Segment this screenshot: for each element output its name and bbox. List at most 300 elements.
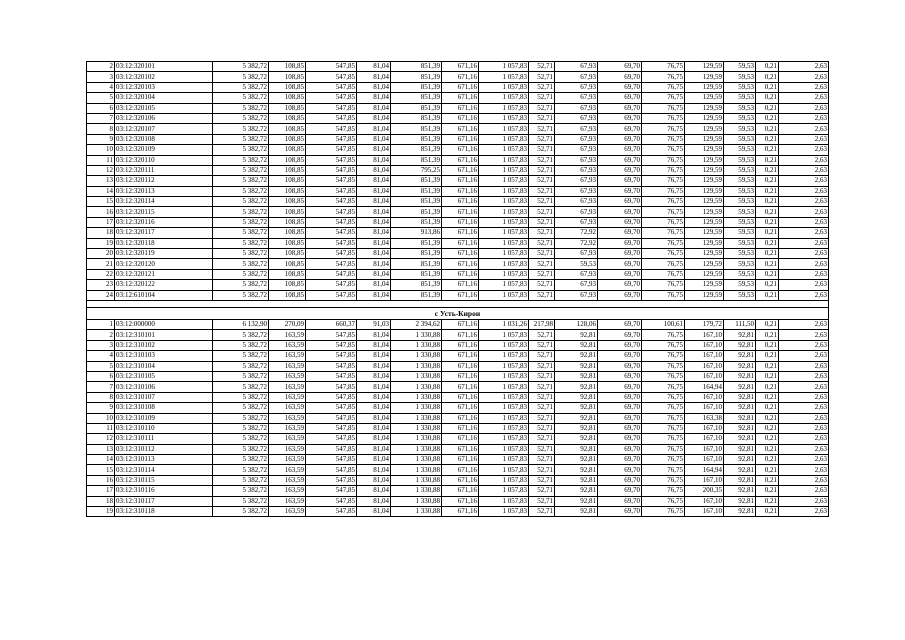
- value-cell: 1 057,83: [479, 290, 529, 300]
- value-cell: 1 330,88: [391, 455, 442, 465]
- value-cell: 67,93: [555, 269, 598, 279]
- table-row: [87, 197, 829, 207]
- value-cell: 0,21: [756, 207, 779, 217]
- value-cell: 69,70: [598, 290, 642, 300]
- value-cell: 59,53: [724, 290, 756, 300]
- row-number-cell: 16: [87, 475, 115, 485]
- value-cell: 81,04: [357, 62, 391, 72]
- value-cell: 5 382,72: [213, 113, 269, 123]
- value-cell: 547,85: [306, 455, 357, 465]
- value-cell: 92,81: [724, 392, 756, 402]
- value-cell: 5 382,72: [213, 280, 269, 290]
- value-cell: 69,70: [598, 319, 642, 329]
- cadastral-code-cell: 03:12:310101: [115, 330, 213, 340]
- row-number-cell: 20: [87, 249, 115, 259]
- value-cell: 851,39: [391, 186, 442, 196]
- value-cell: 76,75: [642, 217, 685, 227]
- row-number-cell: 12: [87, 165, 115, 175]
- value-cell: 59,53: [724, 238, 756, 248]
- row-number-cell: 19: [87, 507, 115, 517]
- value-cell: 129,59: [685, 134, 724, 144]
- value-cell: 52,71: [529, 280, 555, 290]
- value-cell: 2,63: [779, 62, 829, 72]
- value-cell: 69,70: [598, 207, 642, 217]
- value-cell: 81,04: [357, 249, 391, 259]
- value-cell: 67,93: [555, 103, 598, 113]
- value-cell: 671,16: [442, 434, 479, 444]
- value-cell: 164,94: [685, 465, 724, 475]
- value-cell: 76,75: [642, 496, 685, 506]
- value-cell: 167,10: [685, 444, 724, 454]
- value-cell: 1 057,83: [479, 82, 529, 92]
- value-cell: 69,70: [598, 72, 642, 82]
- value-cell: 0,21: [756, 280, 779, 290]
- value-cell: 5 382,72: [213, 486, 269, 496]
- value-cell: 671,16: [442, 280, 479, 290]
- value-cell: 671,16: [442, 124, 479, 134]
- row-number-cell: 11: [87, 423, 115, 433]
- value-cell: 2,63: [779, 228, 829, 238]
- value-cell: 2,63: [779, 351, 829, 361]
- value-cell: 1 057,83: [479, 340, 529, 350]
- value-cell: 1 057,83: [479, 186, 529, 196]
- row-number-cell: 7: [87, 382, 115, 392]
- value-cell: 1 057,83: [479, 197, 529, 207]
- value-cell: 76,75: [642, 249, 685, 259]
- section-title: с Усть-Кирон: [87, 307, 829, 319]
- value-cell: 81,04: [357, 72, 391, 82]
- value-cell: 1 330,88: [391, 465, 442, 475]
- cadastral-code-cell: 03:12:320112: [115, 176, 213, 186]
- value-cell: 547,85: [306, 103, 357, 113]
- value-cell: 59,53: [724, 82, 756, 92]
- row-number-cell: 1: [87, 319, 115, 329]
- value-cell: 163,59: [269, 351, 306, 361]
- section-header-row: [87, 307, 829, 319]
- value-cell: 1 330,88: [391, 423, 442, 433]
- value-cell: 52,71: [529, 340, 555, 350]
- value-cell: 851,39: [391, 93, 442, 103]
- value-cell: 1 330,88: [391, 496, 442, 506]
- value-cell: 76,75: [642, 103, 685, 113]
- table-row: [87, 290, 829, 300]
- value-cell: 671,16: [442, 113, 479, 123]
- value-cell: 547,85: [306, 486, 357, 496]
- value-cell: 76,75: [642, 361, 685, 371]
- table-row: [87, 176, 829, 186]
- value-cell: 69,70: [598, 340, 642, 350]
- value-cell: 129,59: [685, 124, 724, 134]
- value-cell: 2,63: [779, 340, 829, 350]
- row-number-cell: 10: [87, 145, 115, 155]
- row-number-cell: 15: [87, 465, 115, 475]
- value-cell: 547,85: [306, 207, 357, 217]
- value-cell: 2,63: [779, 72, 829, 82]
- value-cell: 92,81: [555, 465, 598, 475]
- value-cell: 76,75: [642, 238, 685, 248]
- value-cell: 92,81: [555, 392, 598, 402]
- cadastral-code-cell: 03:12:310117: [115, 496, 213, 506]
- value-cell: 547,85: [306, 238, 357, 248]
- value-cell: 851,39: [391, 238, 442, 248]
- value-cell: 108,85: [269, 249, 306, 259]
- value-cell: 76,75: [642, 228, 685, 238]
- row-number-cell: 4: [87, 82, 115, 92]
- value-cell: 851,39: [391, 217, 442, 227]
- value-cell: 108,85: [269, 269, 306, 279]
- value-cell: 69,70: [598, 280, 642, 290]
- value-cell: 547,85: [306, 434, 357, 444]
- value-cell: 67,93: [555, 186, 598, 196]
- value-cell: 671,16: [442, 238, 479, 248]
- value-cell: 0,21: [756, 444, 779, 454]
- value-cell: 547,85: [306, 62, 357, 72]
- value-cell: 92,81: [724, 434, 756, 444]
- cadastral-code-cell: 03:12:310111: [115, 434, 213, 444]
- value-cell: 69,70: [598, 228, 642, 238]
- table-row: [87, 207, 829, 217]
- value-cell: 1 057,83: [479, 228, 529, 238]
- value-cell: 1 057,83: [479, 145, 529, 155]
- value-cell: 67,93: [555, 217, 598, 227]
- value-cell: 1 057,83: [479, 134, 529, 144]
- value-cell: 67,93: [555, 72, 598, 82]
- value-cell: 81,04: [357, 207, 391, 217]
- value-cell: 0,21: [756, 176, 779, 186]
- value-cell: 2,63: [779, 238, 829, 248]
- value-cell: 92,81: [555, 382, 598, 392]
- value-cell: 59,53: [724, 228, 756, 238]
- value-cell: 59,53: [724, 176, 756, 186]
- value-cell: 163,59: [269, 455, 306, 465]
- value-cell: 76,75: [642, 475, 685, 485]
- value-cell: 92,81: [724, 455, 756, 465]
- value-cell: 52,71: [529, 403, 555, 413]
- value-cell: 69,70: [598, 465, 642, 475]
- value-cell: 76,75: [642, 93, 685, 103]
- value-cell: 129,59: [685, 249, 724, 259]
- value-cell: 76,75: [642, 382, 685, 392]
- value-cell: 81,04: [357, 124, 391, 134]
- value-cell: 167,10: [685, 455, 724, 465]
- value-cell: 1 057,83: [479, 434, 529, 444]
- value-cell: 92,81: [555, 486, 598, 496]
- cadastral-code-cell: 03:12:310105: [115, 371, 213, 381]
- cadastral-code-cell: 03:12:320122: [115, 280, 213, 290]
- value-cell: 2,63: [779, 496, 829, 506]
- value-cell: 52,71: [529, 259, 555, 269]
- value-cell: 1 057,83: [479, 259, 529, 269]
- value-cell: 69,70: [598, 165, 642, 175]
- value-cell: 81,04: [357, 496, 391, 506]
- cadastral-code-cell: 03:12:310106: [115, 382, 213, 392]
- value-cell: 5 382,72: [213, 496, 269, 506]
- value-cell: 129,59: [685, 269, 724, 279]
- value-cell: 164,94: [685, 382, 724, 392]
- value-cell: 76,75: [642, 165, 685, 175]
- value-cell: 0,21: [756, 124, 779, 134]
- value-cell: 0,21: [756, 165, 779, 175]
- value-cell: 76,75: [642, 269, 685, 279]
- value-cell: 0,21: [756, 340, 779, 350]
- value-cell: 52,71: [529, 351, 555, 361]
- value-cell: 52,71: [529, 413, 555, 423]
- value-cell: 163,59: [269, 486, 306, 496]
- value-cell: 2,63: [779, 319, 829, 329]
- cadastral-code-cell: 03:12:310112: [115, 444, 213, 454]
- value-cell: 671,16: [442, 444, 479, 454]
- value-cell: 59,53: [724, 103, 756, 113]
- value-cell: 52,71: [529, 444, 555, 454]
- value-cell: 671,16: [442, 82, 479, 92]
- value-cell: 2,63: [779, 124, 829, 134]
- value-cell: 59,53: [724, 280, 756, 290]
- value-cell: 81,04: [357, 113, 391, 123]
- value-cell: 167,10: [685, 330, 724, 340]
- value-cell: 69,70: [598, 423, 642, 433]
- value-cell: 851,39: [391, 145, 442, 155]
- value-cell: 547,85: [306, 186, 357, 196]
- value-cell: 59,53: [724, 197, 756, 207]
- row-number-cell: 22: [87, 269, 115, 279]
- value-cell: 111,50: [724, 319, 756, 329]
- value-cell: 81,04: [357, 103, 391, 113]
- value-cell: 2,63: [779, 403, 829, 413]
- value-cell: 52,71: [529, 371, 555, 381]
- value-cell: 671,16: [442, 290, 479, 300]
- cadastral-code-cell: 03:12:000000: [115, 319, 213, 329]
- value-cell: 5 382,72: [213, 361, 269, 371]
- value-cell: 1 057,83: [479, 475, 529, 485]
- value-cell: 81,04: [357, 507, 391, 517]
- value-cell: 92,81: [555, 455, 598, 465]
- value-cell: 52,71: [529, 330, 555, 340]
- value-cell: 52,71: [529, 165, 555, 175]
- cadastral-code-cell: 03:12:310107: [115, 392, 213, 402]
- value-cell: 1 057,83: [479, 371, 529, 381]
- value-cell: 69,70: [598, 361, 642, 371]
- value-cell: 0,21: [756, 228, 779, 238]
- value-cell: 167,10: [685, 434, 724, 444]
- value-cell: 129,59: [685, 82, 724, 92]
- value-cell: 81,04: [357, 145, 391, 155]
- value-cell: 92,81: [724, 475, 756, 485]
- value-cell: 92,81: [724, 361, 756, 371]
- value-cell: 671,16: [442, 486, 479, 496]
- value-cell: 671,16: [442, 62, 479, 72]
- value-cell: 2,63: [779, 259, 829, 269]
- value-cell: 69,70: [598, 382, 642, 392]
- value-cell: 0,21: [756, 113, 779, 123]
- value-cell: 2,63: [779, 423, 829, 433]
- cadastral-code-cell: 03:12:310115: [115, 475, 213, 485]
- value-cell: 2,63: [779, 176, 829, 186]
- value-cell: 0,21: [756, 249, 779, 259]
- value-cell: 547,85: [306, 340, 357, 350]
- value-cell: 5 382,72: [213, 165, 269, 175]
- cadastral-code-cell: 03:12:320107: [115, 124, 213, 134]
- value-cell: 2,63: [779, 382, 829, 392]
- table-row: [87, 155, 829, 165]
- value-cell: 52,71: [529, 134, 555, 144]
- value-cell: 76,75: [642, 145, 685, 155]
- value-cell: 671,16: [442, 269, 479, 279]
- value-cell: 0,21: [756, 371, 779, 381]
- value-cell: 129,59: [685, 62, 724, 72]
- value-cell: 76,75: [642, 176, 685, 186]
- value-cell: 81,04: [357, 217, 391, 227]
- row-number-cell: 18: [87, 496, 115, 506]
- value-cell: 0,21: [756, 134, 779, 144]
- value-cell: 167,10: [685, 371, 724, 381]
- value-cell: 59,53: [724, 259, 756, 269]
- cadastral-code-cell: 03:12:320114: [115, 197, 213, 207]
- value-cell: 5 382,72: [213, 82, 269, 92]
- value-cell: 128,06: [555, 319, 598, 329]
- value-cell: 5 382,72: [213, 259, 269, 269]
- value-cell: 81,04: [357, 486, 391, 496]
- value-cell: 59,53: [724, 134, 756, 144]
- table-row: [87, 228, 829, 238]
- table-row: [87, 145, 829, 155]
- value-cell: 92,81: [555, 330, 598, 340]
- value-cell: 76,75: [642, 280, 685, 290]
- value-cell: 1 057,83: [479, 361, 529, 371]
- value-cell: 5 382,72: [213, 228, 269, 238]
- value-cell: 52,71: [529, 269, 555, 279]
- value-cell: 69,70: [598, 371, 642, 381]
- cadastral-code-cell: 03:12:320104: [115, 93, 213, 103]
- table-row: [87, 62, 829, 72]
- value-cell: 1 330,88: [391, 392, 442, 402]
- value-cell: 1 057,83: [479, 444, 529, 454]
- value-cell: 671,16: [442, 330, 479, 340]
- row-number-cell: 13: [87, 444, 115, 454]
- table-row: [87, 351, 829, 361]
- value-cell: 547,85: [306, 155, 357, 165]
- value-cell: 851,39: [391, 134, 442, 144]
- value-cell: 52,71: [529, 93, 555, 103]
- value-cell: 163,59: [269, 475, 306, 485]
- value-cell: 92,81: [724, 423, 756, 433]
- value-cell: 59,53: [724, 217, 756, 227]
- value-cell: 52,71: [529, 465, 555, 475]
- value-cell: 81,04: [357, 465, 391, 475]
- value-cell: 1 057,83: [479, 392, 529, 402]
- value-cell: 163,59: [269, 330, 306, 340]
- value-cell: 200,35: [685, 486, 724, 496]
- value-cell: 671,16: [442, 207, 479, 217]
- value-cell: 5 382,72: [213, 290, 269, 300]
- value-cell: 52,71: [529, 62, 555, 72]
- value-cell: 67,93: [555, 82, 598, 92]
- value-cell: 129,59: [685, 217, 724, 227]
- value-cell: 81,04: [357, 197, 391, 207]
- value-cell: 129,59: [685, 145, 724, 155]
- value-cell: 5 382,72: [213, 269, 269, 279]
- value-cell: 547,85: [306, 176, 357, 186]
- value-cell: 81,04: [357, 340, 391, 350]
- value-cell: 0,21: [756, 486, 779, 496]
- value-cell: 69,70: [598, 486, 642, 496]
- value-cell: 163,59: [269, 392, 306, 402]
- cadastral-code-cell: 03:12:320103: [115, 82, 213, 92]
- value-cell: 81,04: [357, 134, 391, 144]
- value-cell: 547,85: [306, 259, 357, 269]
- value-cell: 547,85: [306, 165, 357, 175]
- value-cell: 5 382,72: [213, 217, 269, 227]
- value-cell: 52,71: [529, 249, 555, 259]
- cadastral-code-cell: 03:12:310116: [115, 486, 213, 496]
- value-cell: 92,81: [724, 507, 756, 517]
- value-cell: 851,39: [391, 259, 442, 269]
- value-cell: 851,39: [391, 124, 442, 134]
- value-cell: 5 382,72: [213, 145, 269, 155]
- value-cell: 5 382,72: [213, 392, 269, 402]
- value-cell: 67,93: [555, 155, 598, 165]
- value-cell: 163,59: [269, 382, 306, 392]
- value-cell: 67,93: [555, 249, 598, 259]
- row-number-cell: 5: [87, 93, 115, 103]
- value-cell: 76,75: [642, 330, 685, 340]
- value-cell: 1 057,83: [479, 486, 529, 496]
- value-cell: 0,21: [756, 382, 779, 392]
- row-number-cell: 17: [87, 486, 115, 496]
- table-row: [87, 475, 829, 485]
- value-cell: 76,75: [642, 259, 685, 269]
- value-cell: 1 057,83: [479, 496, 529, 506]
- value-cell: 69,70: [598, 134, 642, 144]
- value-cell: 547,85: [306, 145, 357, 155]
- value-cell: 52,71: [529, 228, 555, 238]
- value-cell: 129,59: [685, 93, 724, 103]
- table-row: [87, 507, 829, 517]
- cadastral-code-cell: 03:12:320118: [115, 238, 213, 248]
- value-cell: 59,53: [724, 72, 756, 82]
- value-cell: 69,70: [598, 269, 642, 279]
- value-cell: 76,75: [642, 423, 685, 433]
- value-cell: 2,63: [779, 197, 829, 207]
- value-cell: 108,85: [269, 72, 306, 82]
- value-cell: 129,59: [685, 280, 724, 290]
- value-cell: 2,63: [779, 413, 829, 423]
- value-cell: 81,04: [357, 382, 391, 392]
- value-cell: 913,86: [391, 228, 442, 238]
- cadastral-code-cell: 03:12:320102: [115, 72, 213, 82]
- value-cell: 67,93: [555, 145, 598, 155]
- value-cell: 81,04: [357, 330, 391, 340]
- table-row: [87, 82, 829, 92]
- value-cell: 0,21: [756, 392, 779, 402]
- row-number-cell: 3: [87, 72, 115, 82]
- value-cell: 52,71: [529, 82, 555, 92]
- value-cell: 671,16: [442, 155, 479, 165]
- value-cell: 1 057,83: [479, 269, 529, 279]
- value-cell: 67,93: [555, 93, 598, 103]
- value-cell: 81,04: [357, 186, 391, 196]
- value-cell: 5 382,72: [213, 413, 269, 423]
- table-row: [87, 269, 829, 279]
- value-cell: 81,04: [357, 351, 391, 361]
- value-cell: 1 057,83: [479, 455, 529, 465]
- value-cell: 547,85: [306, 403, 357, 413]
- value-cell: 92,81: [724, 413, 756, 423]
- value-cell: 1 057,83: [479, 465, 529, 475]
- value-cell: 0,21: [756, 403, 779, 413]
- value-cell: 69,70: [598, 351, 642, 361]
- value-cell: 671,16: [442, 134, 479, 144]
- value-cell: 5 382,72: [213, 444, 269, 454]
